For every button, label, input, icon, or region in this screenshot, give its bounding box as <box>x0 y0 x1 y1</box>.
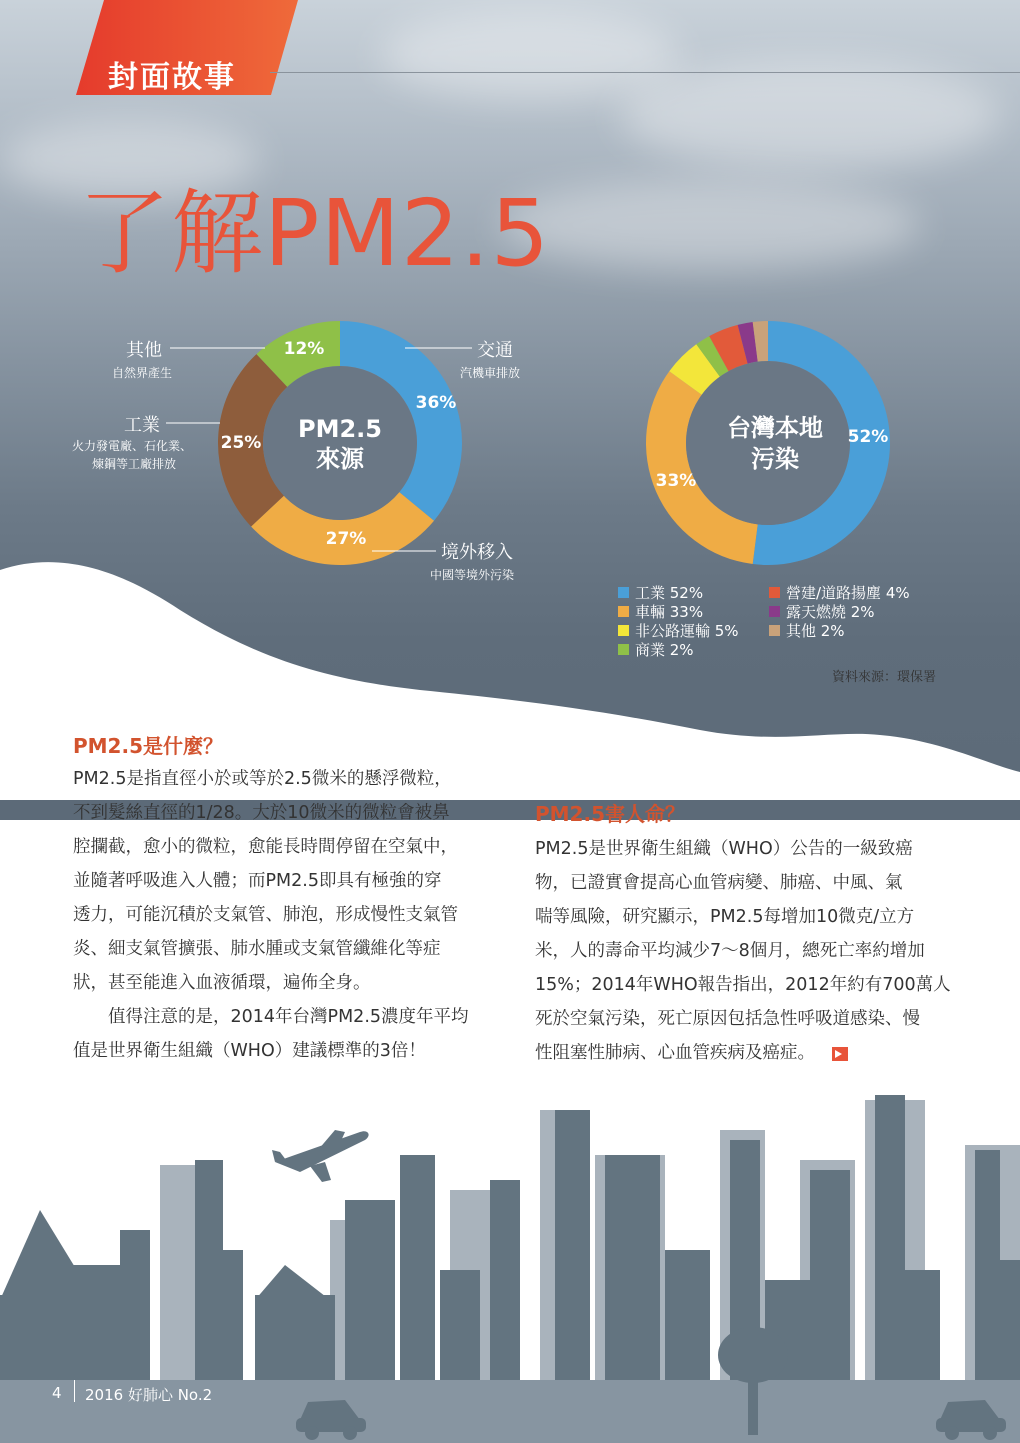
cloud <box>620 60 1000 170</box>
legend-item-construction-dust <box>769 582 910 603</box>
sublabel-industry-2: 煉鋼等工廠排放 <box>92 457 177 471</box>
body-line: 值得注意的是，2014年台灣PM2.5濃度年平均 <box>73 1007 469 1027</box>
body-line: 並隨著呼吸進入人體；而PM2.5即具有極強的穿 <box>73 871 442 891</box>
body-line: 喘等風險，研究顯示，PM2.5每增加10微克/立方 <box>535 907 915 927</box>
legend-label: 車輛 33% <box>635 603 704 621</box>
legend-label: 露天燃燒 2% <box>786 603 875 621</box>
section-heading-harm: PM2.5害人命？ <box>535 802 685 826</box>
airplane-icon <box>272 1130 369 1182</box>
cloud <box>380 10 680 100</box>
legend-item-offroad <box>618 620 739 641</box>
sublabel-foreign: 中國等境外污染 <box>430 568 515 582</box>
body-line: PM2.5是世界衛生組織（WHO）公告的一級致癌 <box>535 839 913 859</box>
legend-swatch <box>618 587 629 598</box>
header-rule <box>270 72 1020 73</box>
center-label-line-1: 台灣本地 <box>727 414 823 442</box>
end-mark-icon <box>832 1047 848 1061</box>
value-label-vehicles: 33% <box>655 471 697 491</box>
legend-label: 營建/道路揚塵 4% <box>786 584 910 602</box>
body-line: 腔攔截，愈小的微粒，愈能長時間停留在空氣中， <box>73 837 458 857</box>
section-body-what-is <box>73 762 493 1068</box>
sublabel-transport: 汽機車排放 <box>460 366 521 380</box>
legend-item-vehicles <box>618 601 703 622</box>
value-label-industry: 52% <box>847 427 889 447</box>
legend-swatch <box>618 606 629 617</box>
issue-label: 2016 好肺心 No.2 <box>85 1386 213 1404</box>
legend-swatch <box>618 644 629 655</box>
body-line: 不到髮絲直徑的1/28。大於10微米的微粒會被鼻 <box>73 803 450 823</box>
legend-label: 工業 52% <box>635 584 704 602</box>
body-line: 值是世界衛生組織（WHO）建議標準的3倍！ <box>73 1041 426 1061</box>
sublabel-other: 自然界產生 <box>112 366 173 380</box>
body-line: 透力，可能沉積於支氣管、肺泡，形成慢性支氣管 <box>73 905 458 925</box>
section-heading-what-is: PM2.5是什麼？ <box>73 734 223 758</box>
value-label-foreign: 27% <box>325 529 367 549</box>
body-line: PM2.5是指直徑小於或等於2.5微米的懸浮微粒， <box>73 769 452 789</box>
pm25-source-donut-chart <box>0 300 560 600</box>
body-line: 物，已證實會提高心血管病變、肺癌、中風、氣 <box>535 873 903 893</box>
label-other: 其他 <box>126 340 162 361</box>
donut-hole <box>686 361 850 525</box>
sublabel-industry-1: 火力發電廠、石化業、 <box>72 439 193 453</box>
legend-item-other <box>769 620 845 641</box>
legend-swatch <box>769 587 780 598</box>
section-body-harm <box>535 832 955 1070</box>
legend-swatch <box>769 606 780 617</box>
page-title: 了解PM2.5 <box>78 180 551 287</box>
body-line: 性阻塞性肺病、心血管疾病及癌症。 <box>535 1043 815 1063</box>
center-label-line-1: PM2.5 <box>298 415 382 443</box>
value-label-transport: 36% <box>415 393 457 413</box>
legend-label: 非公路運輸 5% <box>635 622 739 640</box>
section-label: 封面故事 <box>108 60 236 95</box>
footer-divider <box>74 1380 75 1402</box>
data-source: 資料來源：環保署 <box>832 670 937 685</box>
center-label-line-2: 污染 <box>751 445 799 473</box>
legend-swatch <box>618 625 629 636</box>
label-industry: 工業 <box>124 415 160 436</box>
value-label-industry: 25% <box>220 433 262 453</box>
body-line: 死於空氣污染，死亡原因包括急性呼吸道感染、慢 <box>535 1009 920 1029</box>
legend-label: 商業 2% <box>635 641 694 659</box>
legend-label: 其他 2% <box>786 622 845 640</box>
value-label-other: 12% <box>283 339 325 359</box>
legend-swatch <box>769 625 780 636</box>
label-transport: 交通 <box>477 340 513 361</box>
taiwan-local-pollution-donut-chart <box>620 300 920 580</box>
body-line: 狀，甚至能進入血液循環，遍佈全身。 <box>73 973 371 993</box>
body-line: 炎、細支氣管擴張、肺水腫或支氣管纖維化等症 <box>73 939 441 959</box>
body-line: 15%；2014年WHO報告指出，2012年約有700萬人 <box>535 975 951 995</box>
legend-item-open-burning <box>769 601 875 622</box>
legend-item-commercial <box>618 639 694 660</box>
label-foreign: 境外移入 <box>441 542 513 563</box>
donut-hole <box>263 366 417 520</box>
page-number: 4 <box>52 1384 62 1402</box>
center-label-line-2: 來源 <box>316 445 364 473</box>
body-line: 米，人的壽命平均減少7～8個月，總死亡率約增加 <box>535 941 925 961</box>
cloud <box>500 180 920 270</box>
legend-item-industry <box>618 582 703 603</box>
